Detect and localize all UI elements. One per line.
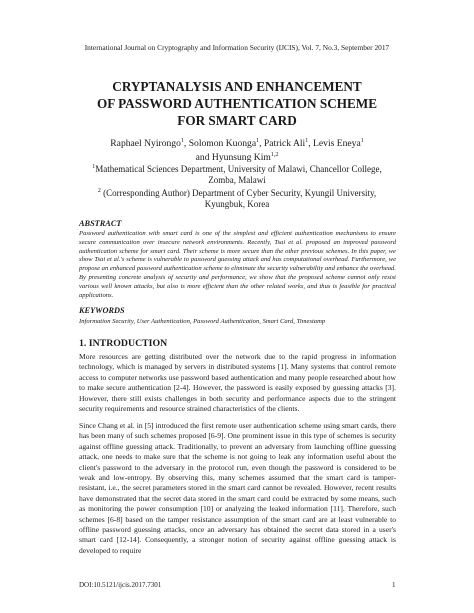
affiliation-mark: 1 <box>92 164 96 170</box>
author-name: Hyunsung Kim <box>211 151 271 163</box>
author-affiliation-mark: 1 <box>305 138 309 144</box>
title-line-2: OF PASSWORD AUTHENTICATION SCHEME <box>96 96 378 111</box>
affiliation-line: Kyungbuk, Korea <box>204 199 270 210</box>
author-affiliation-mark: 1 <box>256 138 260 144</box>
author-affiliation-mark: 1 <box>180 138 184 144</box>
footer-doi: DOI:10.5121/ijcis.2017.7301 <box>79 581 162 589</box>
affiliation-mark: 2 <box>97 188 101 194</box>
intro-paragraph-2: Since Chang et al. in [5] introduced the first remote user authentication scheme using smart cards, there has been many of such schemes proposed [6-9]. One prominent issue in this type of schemes is security against offline guessing attack. Traditionally, to prevent an adversary from launching offline guessing attack, one needs to make sure that the scheme is not going to leak any information useful about the client's password to the adversary in the protocol run, even though the password is considered to be weak and low-entropy. By observing this, many schemes assumed that the smart card is tamper-resistant, i.e., the secret parameters stored in the smart card cannot be revealed. However, recent results have demonstrated that the secret data stored in the smart card could be extracted by some means, such as monitoring the power consumption [10] or analyzing the leaked information [11]. Therefore, such schemes [6-8] based on the tamper resistance assumption of the smart card are at least vulnerable to offline password guessing attacks, once an adversary has obtained the secret data stored in a user's smart card [12-14]. Consequently, a stronger notion of security against offline guessing attack is developed to require <box>79 421 396 555</box>
paper-title <box>40 78 434 129</box>
title-line-1: CRYPTANALYSIS AND ENHANCEMENT <box>112 79 362 94</box>
affiliation-2 <box>70 186 404 210</box>
keywords-heading: KEYWORDS <box>79 306 125 315</box>
author-affiliation-mark: 1 <box>360 138 364 144</box>
affiliation-line: Zomba, Malawi <box>208 175 266 186</box>
section-heading-introduction: 1. INTRODUCTION <box>79 338 168 349</box>
abstract-heading: ABSTRACT <box>79 219 122 228</box>
affiliation-line: Mathematical Sciences Department, University of Malawi, Chancellor College, <box>95 164 382 174</box>
affiliation-line: (Corresponding Author) Department of Cyber Security, Kyungil University, <box>103 188 377 198</box>
title-line-3: FOR SMART CARD <box>177 113 297 128</box>
author-name: Patrick Ali <box>263 138 306 150</box>
keywords-text: Information Security, User Authentication, Password Authentication, Smart Card, Timestamp <box>79 318 326 325</box>
affiliation-1 <box>70 162 404 186</box>
author-name: Solomon Kuonga <box>188 138 257 150</box>
author-name: Raphael Nyirongo <box>110 138 181 150</box>
author-affiliation-mark: 1,2 <box>270 151 279 158</box>
abstract-text: Password authentication with smart card is one of the simplest and efficient authentication mechanisms to ensure secure communication over insecure network environments. Recently, Tsai et al. proposed an improved password authentication scheme for smart card. Their scheme is more secure than the other previous schemes. In this paper, we show Tsai et al.'s scheme is vulnerable to password guessing attack and has computational overhead. Furthermore, we propose an enhanced password authentication scheme to eliminate the security vulnerability and enhance the overhead. By presenting concrete analysis of security and performance, we show that the proposed scheme cannot only resist various well known attacks, but also is more efficient than the other related works, and thus is feasible for practical applications. <box>79 230 396 299</box>
author-name: Levis Eneya <box>313 138 361 150</box>
intro-paragraph-1: More resources are getting distributed over the network due to the rapid progress in information technology, which is managed by servers in distributed systems [1]. Many systems that control remote access to computer networks use password based authentication and many people researched about how to make secure authentication [2-4]. However, the password is easily exposed by guessing attacks [3]. However, there still exists challenges in both security and performance aspects due to the stringent security requirements and resource strained characteristics of the clients. <box>79 352 396 414</box>
journal-header: International Journal on Cryptography and Information Security (IJCIS), Vol. 7, No.3, September 2017 <box>84 43 390 52</box>
author-list: Raphael Nyirongo$^1$, Solomon Kuonga$^1$, Patrick Ali$^1$, Levis Eneya$^1$ and Hyunsung Kim$^{1,2}$ <box>110 138 364 163</box>
page-number: 1 <box>392 581 396 589</box>
